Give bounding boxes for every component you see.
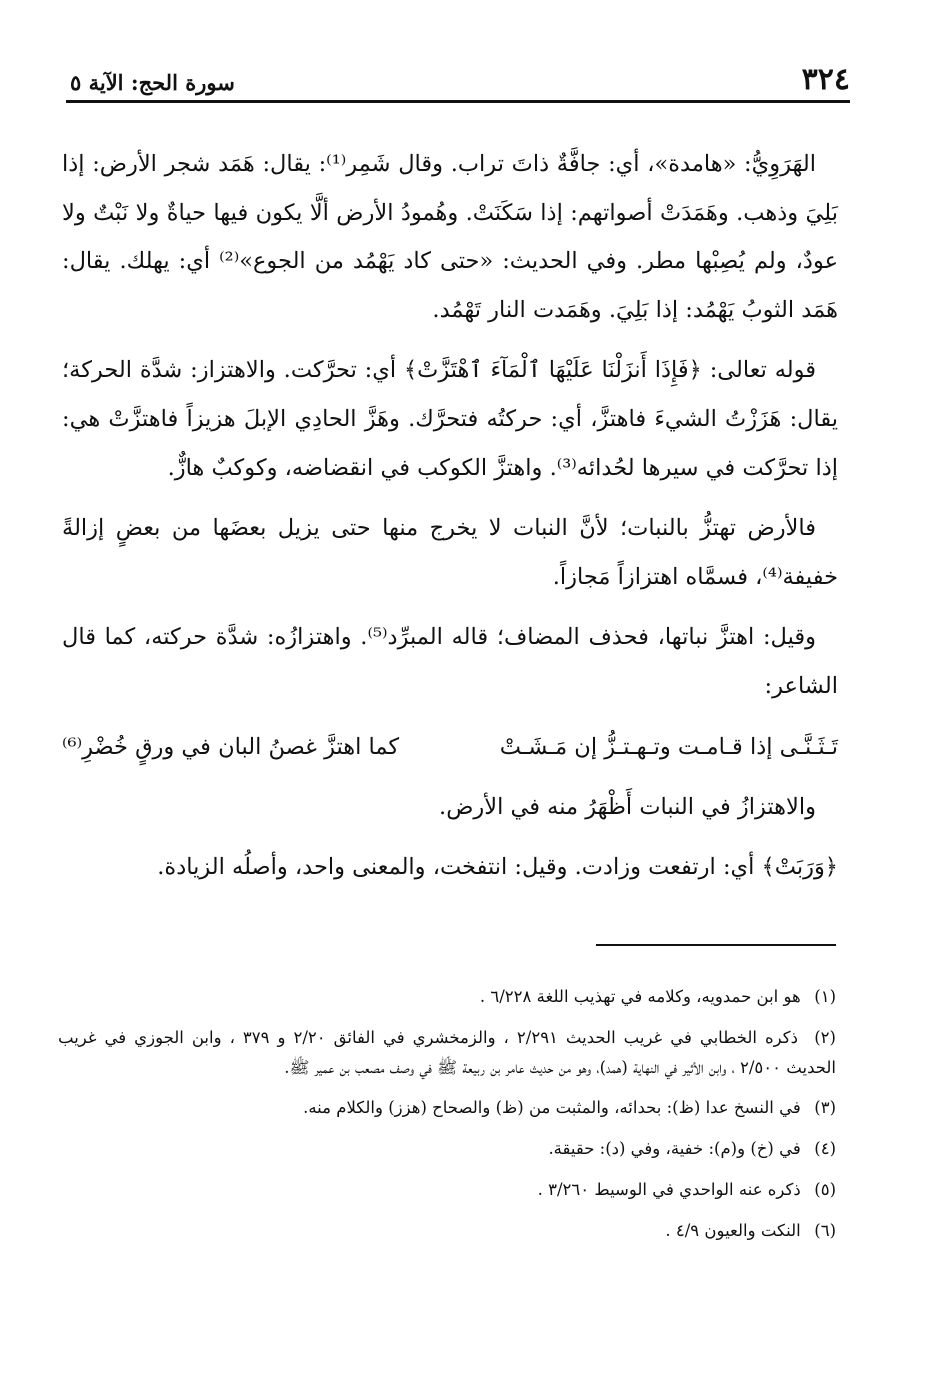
footnote-4: [58, 1134, 836, 1164]
footnote-number: (٥): [814, 1179, 836, 1199]
main-text: [62, 140, 838, 904]
footnote-text: في (خ) و(م): خفية، وفي (د): حقيقة.: [548, 1139, 801, 1159]
paragraph-mubarrad: وقيل: اهتزَّ نباتها، فحذف المضاف؛ قاله المبرِّد⁽⁵⁾. واهتزازُه: شدَّة حركته، كما قال الشاعر:: [62, 624, 838, 699]
footnote-number: (٦): [814, 1220, 836, 1240]
first-hemistich: تَـثَـنَّـى إذا قـامـت وتـهـتـزُّ إن مَـشَـتْ: [499, 733, 838, 760]
page-number: ٣٢٤: [801, 62, 850, 97]
footnote-3: [58, 1093, 836, 1123]
paragraph-earth-vibrates: فالأرض تهتزُّ بالنبات؛ لأنَّ النبات لا يخرج منها حتى يزيل بعضَها من بعضٍ إزالةً خفيفة⁽⁴⁾، فسمَّاه اهتزازاً مَجازاً.: [62, 515, 838, 590]
footnote-text: في النسخ عدا (ظ): بحدائه، والمثبت من (ظ) والصحاح (هزز) والكلام منه.: [303, 1098, 801, 1118]
footnote-separator: [596, 944, 836, 946]
paragraph-ihtazzat: قوله تعالى: ﴿فَإِذَا أَنزَلْنَا عَلَيْهَا ٱلْمَآءَ ٱهْتَزَّتْ﴾ أي: تحرَّكت. والاهتزاز: شدَّة الحركة؛ يقال: هَزَزْتُ الشيءَ فاهتزَّ، أي: حركتُه فتحرَّك. وهَزَّ الحادِي الإبلَ هزيزاً فاهتزَّتْ هي: إذا تحرَّكت في سيرها لحُدائه⁽³⁾. واهتزَّ الكوكب في انقضاضه، وكوكبٌ هازٌّ.: [62, 357, 838, 481]
footnote-6: [58, 1216, 836, 1246]
footnotes: [58, 982, 836, 1257]
page-header: [70, 58, 850, 102]
footnote-number: (٢): [814, 1027, 836, 1047]
footnote-text: ذكره عنه الواحدي في الوسيط ٣/٢٦٠ .: [537, 1179, 801, 1199]
footnote-text: النكت والعيون ٤/٩ .: [665, 1220, 801, 1240]
footnote-5: [58, 1175, 836, 1205]
footnote-text: ذكره الخطابي في غريب الحديث ٢/٢٩١ ، والزمخشري في الفائق ٢/٢٠ و ٣٧٩ ، وابن الجوزي في غريب الحديث ٢/٥٠٠ ، وابن الأثير في النهاية (همد)، وهو من حديث عامر بن ربيعة ﷺ في وصف مصعب بن عمير ﷺ.: [58, 1027, 836, 1077]
footnote-2: [58, 1023, 836, 1083]
paragraph-ihtizaz-plants: والاهتزازُ في النبات أَظْهَرُ منه في الأرض.: [439, 793, 816, 820]
poetry-verse: [62, 723, 838, 771]
running-title: سورة الحج: الآية ٥: [70, 70, 235, 95]
header-rule: [66, 100, 850, 103]
paragraph-rabat: ﴿وَرَبَتْ﴾ أي: ارتفعت وزادت. وقيل: انتفخت، والمعنى واحد، وأصلُه الزيادة.: [157, 854, 838, 881]
footnote-1: [58, 982, 836, 1012]
footnote-number: (٣): [814, 1098, 836, 1118]
footnote-number: (١): [814, 987, 836, 1006]
footnote-text: هو ابن حمدويه، وكلامه في تهذيب اللغة ٦/٢٢٨ .: [479, 987, 801, 1006]
footnote-number: (٤): [814, 1139, 836, 1159]
paragraph-harawi: الهَرَوِيُّ: «هامدة»، أي: جافَّةٌ ذاتَ تراب. وقال شَمِر⁽¹⁾: يقال: هَمَد شجر الأرض: إذا بَلِيَ وذهب. وهَمَدَتْ أصواتهم: إذا سَكَنَتْ. وهُمودُ الأرض ألَّا يكون فيها حياةٌ ولا نَبْتٌ ولا عودٌ، ولم يُصِبْها مطر. وفي الحديث: «حتى كاد يَهْمُد من الجوع»⁽²⁾ أي: يهلك. يقال: هَمَد الثوبُ يَهْمُد: إذا بَلِيَ. وهَمَدت النار تَهْمُد.: [62, 151, 838, 323]
second-hemistich: كما اهتزَّ غصنُ البان في ورقٍ خُضْرِ⁽⁶⁾: [62, 733, 400, 760]
